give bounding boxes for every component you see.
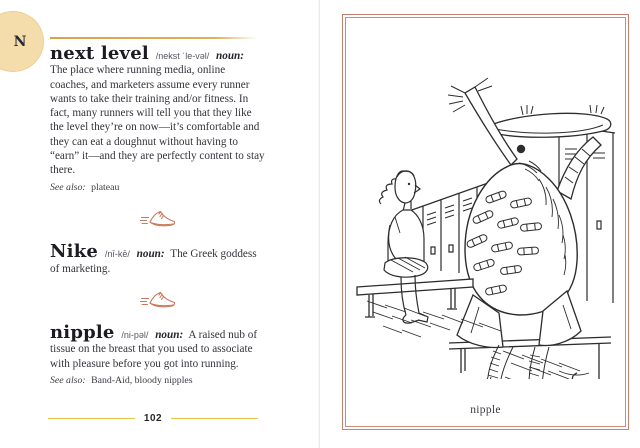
page-footer	[48, 413, 258, 424]
alphabet-tab	[0, 11, 44, 72]
entry-part-of-speech: noun:	[155, 329, 184, 342]
entry-next-level	[50, 43, 266, 178]
footer-rule-left	[48, 418, 135, 420]
section-divider	[50, 207, 266, 235]
entry-pronunciation: /ni-pəl/	[121, 330, 149, 341]
entry-part-of-speech: noun:	[136, 248, 165, 261]
see-also-terms: Band-Aid, bloody nipples	[91, 375, 193, 387]
illustration-caption: nipple	[470, 404, 501, 416]
entry-definition: The place where running media, online coaches, and marketers assume every runner wants to take their training and/or fitness. In fact, many runners will tell you that they like the level they’re on now—it’s comfortable and they can eat a doughnut without having to “earn” it—and they are perfectly content to stay there.	[50, 64, 265, 177]
section-divider	[50, 288, 266, 316]
entry-nipple	[50, 322, 266, 371]
illustration-frame	[342, 14, 629, 430]
entry-definition: A raised nub of tissue on the breast that you used to associate with pleasure before you got into running.	[50, 329, 258, 370]
entry-part-of-speech: noun:	[216, 50, 245, 62]
entry-pronunciation: /nī-kē/	[104, 249, 130, 260]
footer-rule-right	[171, 418, 258, 420]
header-rule	[50, 37, 257, 39]
entry-pronunciation: /nekst ˈle-vəl/	[155, 51, 210, 61]
entries-column	[50, 43, 266, 388]
see-also-line	[50, 181, 266, 195]
entry-headword: Nike	[50, 241, 99, 263]
see-also-line	[50, 374, 266, 388]
locker-room-cartoon-illustration	[350, 49, 620, 379]
entry-definition: The Greek goddess of marketing.	[50, 248, 257, 275]
entry-nike	[50, 241, 266, 276]
see-also-terms: plateau	[91, 181, 120, 193]
page-number: 102	[143, 413, 163, 424]
running-shoe-icon	[140, 288, 176, 312]
alphabet-tab-letter: N	[13, 33, 27, 50]
running-shoe-icon	[140, 207, 176, 231]
entry-headword: nipple	[50, 322, 115, 344]
see-also-label: See also:	[50, 375, 86, 387]
right-page	[320, 0, 640, 448]
entry-headword: next level	[50, 43, 149, 64]
see-also-label: See also:	[50, 181, 86, 193]
